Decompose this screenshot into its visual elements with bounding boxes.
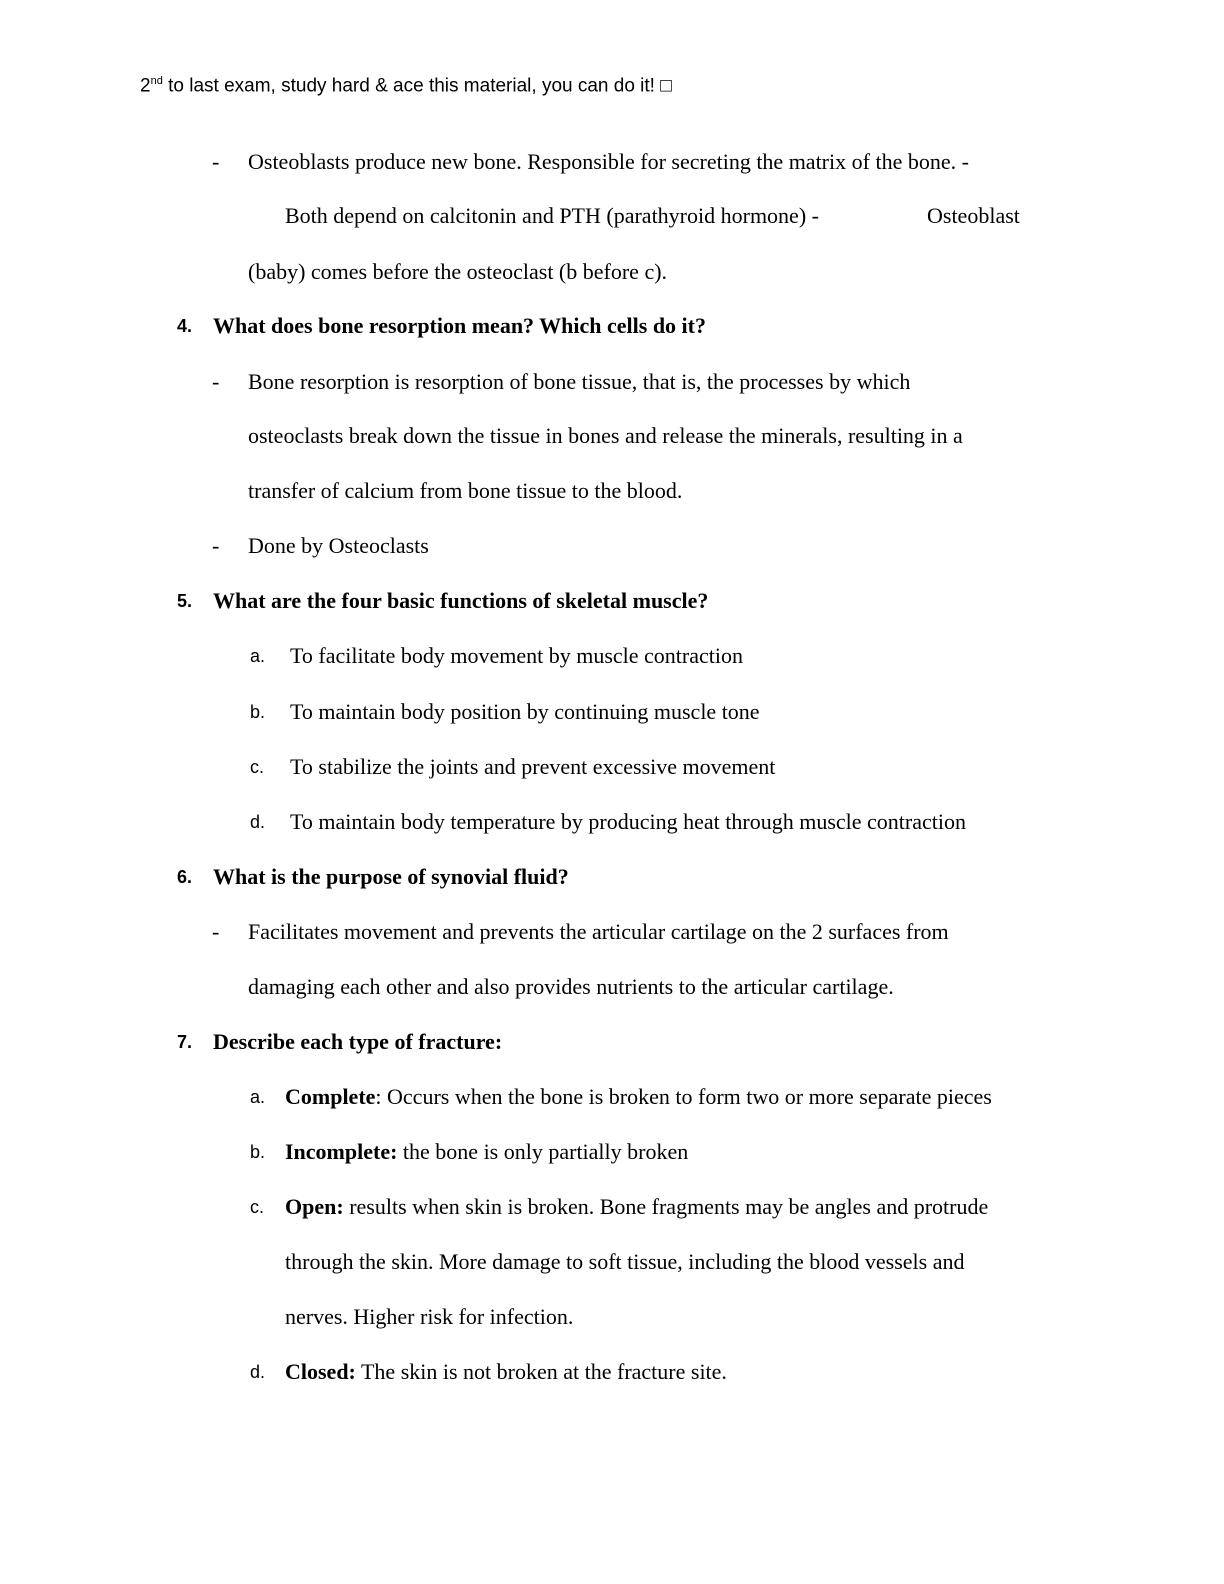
question-number: 6.: [177, 867, 193, 887]
header-sup: nd: [150, 75, 163, 87]
fracture-term: Open:: [285, 1194, 344, 1219]
fracture-item: [285, 1138, 688, 1166]
list-marker: a.: [250, 1087, 266, 1107]
intro-line: (baby) comes before the osteoclast (b before c).: [248, 259, 668, 284]
bullet-dash: -: [212, 533, 220, 558]
fracture-desc-cont: through the skin. More damage to soft tissue, including the blood vessels and: [285, 1249, 965, 1274]
fracture-item: [285, 1083, 992, 1111]
question-number: 5.: [177, 591, 193, 611]
list-marker: a.: [250, 646, 266, 666]
bullet-dash: -: [212, 149, 220, 174]
list-marker: c.: [250, 1197, 265, 1217]
fracture-desc: the bone is only partially broken: [397, 1139, 689, 1164]
list-marker: c.: [250, 757, 265, 777]
question-heading: What is the purpose of synovial fluid?: [213, 864, 569, 889]
list-item: To stabilize the joints and prevent excessive movement: [290, 754, 776, 779]
answer-line: Bone resorption is resorption of bone tissue, that is, the processes by which: [248, 369, 911, 394]
answer-line: Done by Osteoclasts: [248, 533, 429, 558]
question-number: 4.: [177, 316, 193, 336]
list-item: To maintain body position by continuing muscle tone: [290, 699, 760, 724]
answer-line: damaging each other and also provides nutrients to the articular cartilage.: [248, 974, 894, 999]
answer-line: Facilitates movement and prevents the articular cartilage on the 2 surfaces from: [248, 919, 949, 944]
bullet-dash: -: [212, 369, 220, 394]
fracture-desc-cont: nerves. Higher risk for infection.: [285, 1304, 574, 1329]
intro-line: Both depend on calcitonin and PTH (parathyroid hormone) -: [285, 203, 819, 228]
header-text: to last exam, study hard & ace this material, you can do it! □: [162, 75, 672, 97]
fracture-desc: The skin is not broken at the fracture site.: [355, 1359, 727, 1384]
fracture-term: Complete: [285, 1084, 376, 1109]
bullet-dash: -: [212, 919, 220, 944]
list-item: To maintain body temperature by producing heat through muscle contraction: [290, 809, 966, 834]
question-heading: Describe each type of fracture:: [213, 1029, 503, 1054]
intro-line: Osteoblasts produce new bone. Responsible for secreting the matrix of the bone. -: [248, 149, 969, 174]
answer-line: transfer of calcium from bone tissue to the blood.: [248, 478, 683, 503]
list-marker: d.: [250, 812, 266, 832]
question-heading: What does bone resorption mean? Which cells do it?: [213, 313, 706, 338]
fracture-term: Closed:: [285, 1359, 356, 1384]
fracture-desc: results when skin is broken. Bone fragments may be angles and protrude: [343, 1194, 989, 1219]
fracture-item: [285, 1193, 988, 1221]
intro-line: Osteoblast: [927, 203, 1020, 228]
list-marker: b.: [250, 702, 266, 722]
header-prefix: 2: [140, 75, 151, 97]
fracture-item: [285, 1358, 727, 1386]
answer-line: osteoclasts break down the tissue in bones and release the minerals, resulting in a: [248, 423, 963, 448]
page-header: [140, 75, 672, 97]
question-number: 7.: [177, 1032, 193, 1052]
list-marker: b.: [250, 1142, 266, 1162]
fracture-desc: : Occurs when the bone is broken to form two or more separate pieces: [375, 1084, 992, 1109]
list-item: To facilitate body movement by muscle contraction: [290, 643, 743, 668]
fracture-term: Incomplete:: [285, 1139, 398, 1164]
list-marker: d.: [250, 1362, 266, 1382]
question-heading: What are the four basic functions of skeletal muscle?: [213, 588, 709, 613]
